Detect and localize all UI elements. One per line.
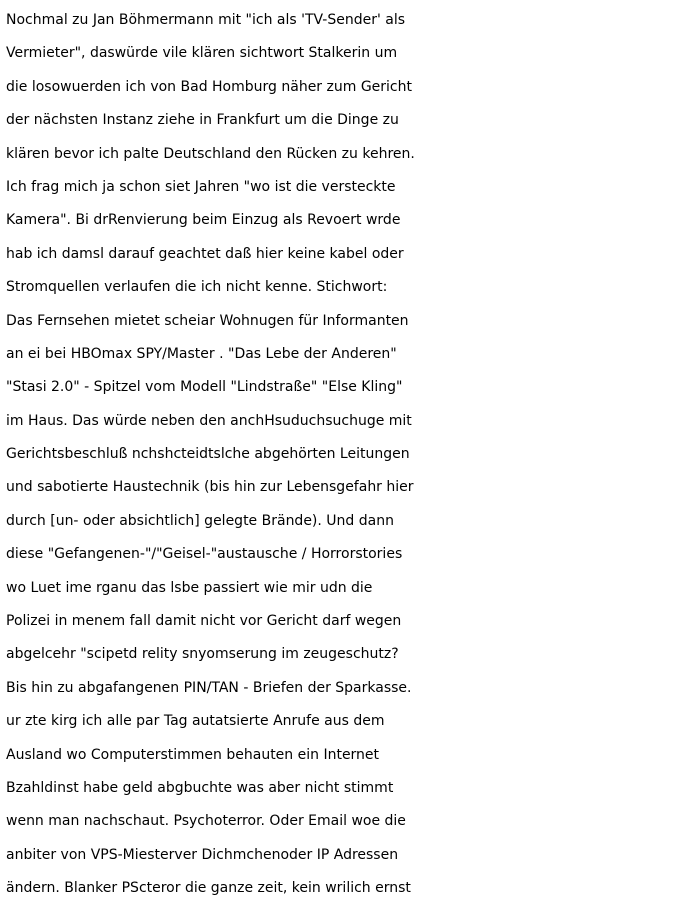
text-line: Nochmal zu Jan Böhmermann mit "ich als 'TV-Sender' als: [6, 12, 406, 28]
text-line: ändern. Blanker PScteror die ganze zeit, kein wrilich ernst: [6, 880, 411, 897]
text-line: Polizei in menem fall damit nicht vor Gericht darf wegen: [6, 613, 402, 630]
text-line: Bzahldinst habe geld abgbuchte was aber nicht stimmt: [6, 779, 394, 796]
text-line: Das Fernsehen mietet scheiar Wohnugen für Informanten: [6, 312, 409, 329]
text-line: anbiter von VPS-Miesterver Dichmchenoder IP Adressen: [6, 846, 399, 863]
text-line: Kamera". Bi drRenvierung beim Einzug als Revoert wrde: [6, 212, 401, 229]
text-line: Bis hin zu abgafangenen PIN/TAN - Briefen der Sparkasse.: [6, 679, 412, 696]
text-line: Stromquellen verlaufen die ich nicht kenne. Stichwort:: [6, 279, 388, 296]
text-line: und sabotierte Haustechnik (bis hin zur Lebensgefahr hier: [6, 479, 414, 496]
text-line: ur zte kirg ich alle par Tag autatsierte Anrufe aus dem: [6, 713, 385, 730]
text-line: Ich frag mich ja schon siet Jahren "wo ist die versteckte: [6, 178, 396, 195]
text-line: hab ich damsl darauf geachtet daß hier keine kabel oder: [6, 245, 404, 262]
text-line: wenn man nachschaut. Psychoterror. Oder Email woe die: [6, 813, 406, 830]
text-line: klären bevor ich palte Deutschland den Rücken zu kehren.: [6, 145, 415, 162]
text-line: Vermieter", daswürde vile klären sichtwort Stalkerin um: [6, 45, 398, 62]
text-line: durch [un- oder absichtlich] gelegte Brände). Und dann: [6, 512, 394, 529]
text-line: der nächsten Instanz ziehe in Frankfurt um die Dinge zu: [6, 112, 399, 129]
text-line: Gerichtsbeschluß nchshcteidtslche abgehörten Leitungen: [6, 446, 410, 463]
text-line: im Haus. Das würde neben den anchHsuduchsuchuge mit: [6, 412, 412, 429]
text-line: diese "Gefangenen-"/"Geisel-"austausche / Horrorstories: [6, 546, 403, 563]
text-line: Ausland wo Computerstimmen behauten ein Internet: [6, 746, 380, 763]
text-line: abgelcehr "scipetd relity snyomserung im zeugeschutz?: [6, 646, 399, 663]
text-line: die losowuerden ich von Bad Homburg näher zum Gericht: [6, 78, 412, 95]
text-line: an ei bei HBOmax SPY/Master . "Das Lebe der Anderen": [6, 345, 397, 362]
text-line: wo Luet ime rganu das lsbe passiert wie mir udn die: [6, 579, 373, 596]
document-text: [6, 4, 684, 906]
text-line: "Stasi 2.0" - Spitzel vom Modell "Lindstraße" "Else Kling": [6, 379, 403, 396]
